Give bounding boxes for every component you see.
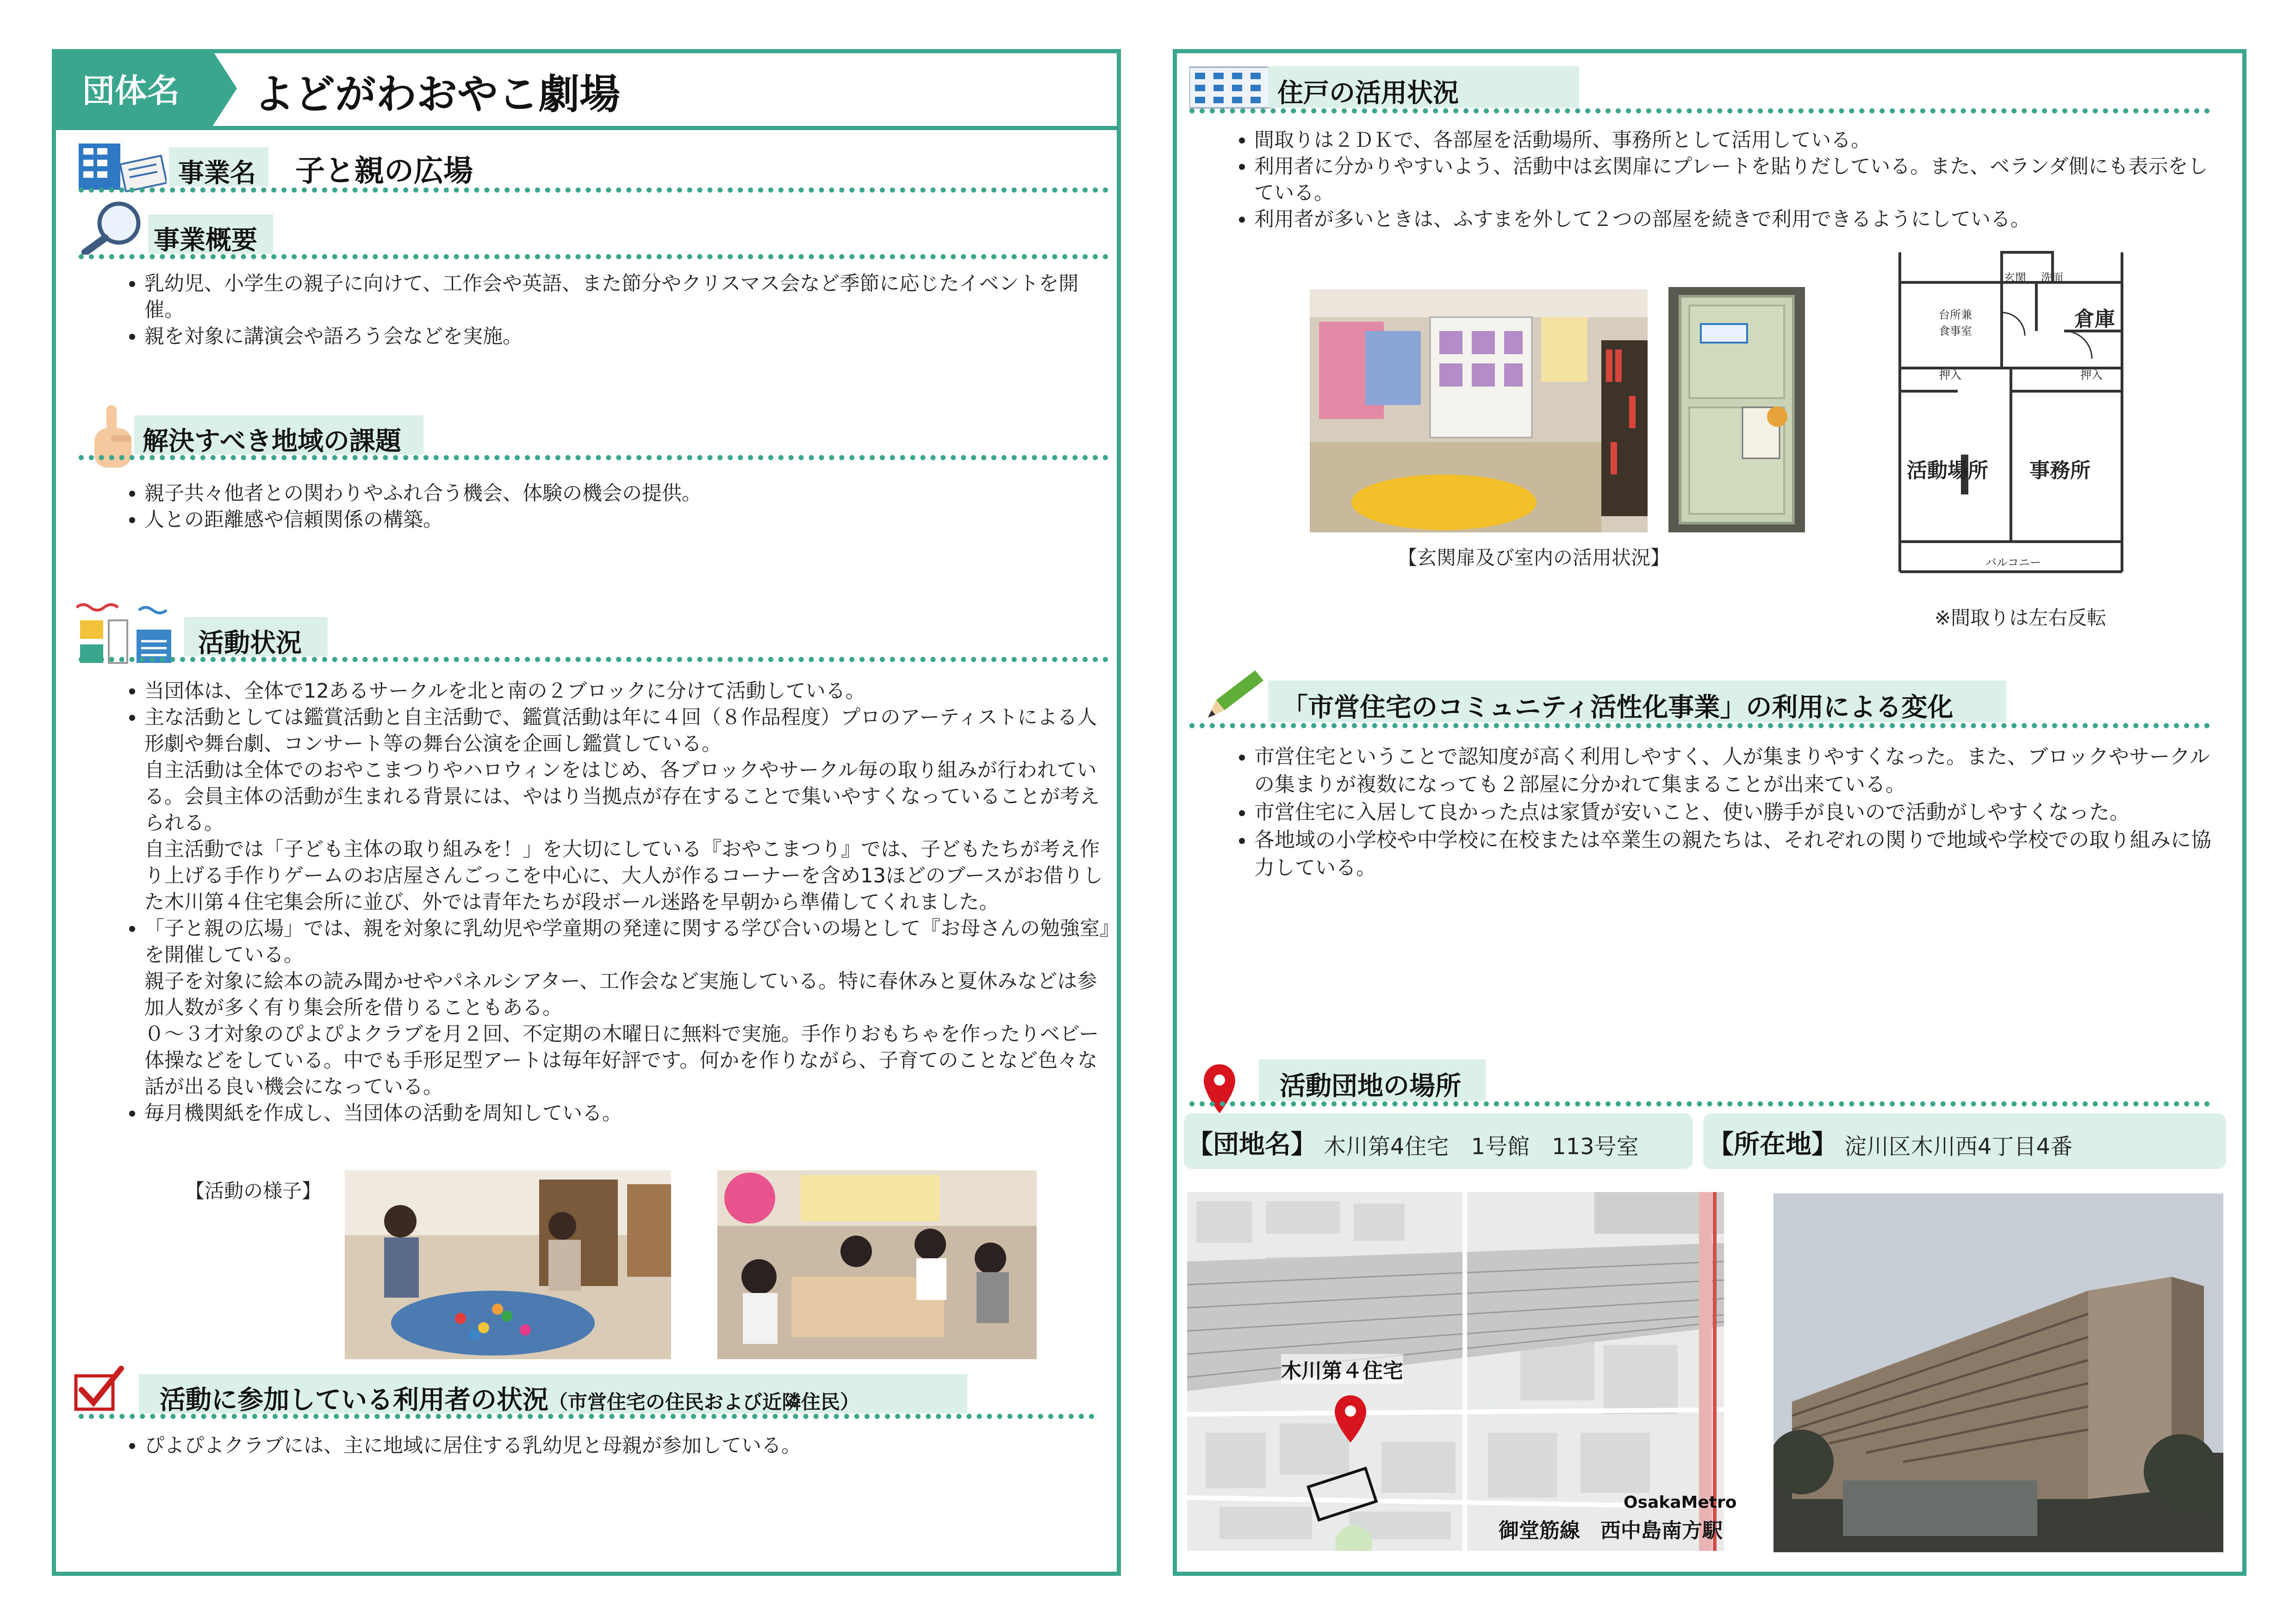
map-label-station-operator: OsakaMetro (1624, 1493, 1737, 1512)
activity-heading: 活動状況 (198, 628, 302, 658)
building-icon (79, 141, 167, 192)
plan-label-room1: 活動場所 (1907, 459, 1988, 482)
list-item: • 利用者に分かりやすいよう、活動中は玄関扉にプレートを貼りだしている。また、ベランダ側にも表示をしている。 (1254, 154, 2221, 206)
overview-divider (79, 254, 1108, 259)
floor-plan-note: ※間取りは左右反転 (1935, 606, 2107, 629)
map-pin-marker (1332, 1393, 1369, 1444)
list-item: • 利用者が多いときは、ふすまを外して２つの部屋を続きで利用できるようにしている。 (1254, 206, 2221, 233)
issues-heading: 解決すべき地域の課題 (143, 426, 401, 456)
change-list (1226, 743, 2221, 882)
activity-photo-1 (345, 1170, 671, 1359)
list-item: • 毎月機関紙を作成し、当団体の活動を周知している。 (144, 1100, 1116, 1127)
address-label: 【所在地】 (1708, 1130, 1837, 1160)
plan-label-oshiire-2: 押入 (2080, 369, 2103, 381)
entrance-door-photo (1668, 287, 1805, 532)
danchi-name-value: 木川第4住宅 1号館 113号室 (1324, 1134, 1639, 1160)
pointing-hand-icon (89, 403, 135, 472)
users-list (116, 1433, 1116, 1459)
plan-label-balcony: バルコニー (1985, 556, 2041, 569)
activity-paragraph: • 「子と親の広場」では、親を対象に乳幼児や学童期の発達に関する学び合いの場として『お母さんの勉強室』を開催している。 (144, 917, 1110, 967)
org-name: よどがわおやこ劇場 (254, 70, 621, 118)
list-item: • 親を対象に講演会や語ろう会などを実施。 (144, 324, 1116, 350)
users-heading-main: 活動に参加している利用者の状況 (160, 1385, 548, 1415)
pencil-icon (1203, 667, 1268, 722)
list-item (144, 705, 1116, 916)
activity-paragraph: 親子を対象に絵本の読み聞かせやパネルシアター、工作会など実施している。特に春休みと夏休みなどは参加人数が多く有り集会所を借りることもある。 (144, 970, 1097, 1019)
list-item: • 当団体は、全体で12あるサークルを北と南の２ブロックに分けて活動している。 (144, 678, 1116, 705)
list-item: • ぴよぴよクラブには、主に地域に居住する乳幼児と母親が参加している。 (144, 1433, 1116, 1459)
map-label-station: 御堂筋線 西中島南方駅 (1499, 1519, 1723, 1543)
org-label: 団体名 (82, 72, 180, 110)
map-label-danchi: 木川第４住宅 (1281, 1354, 1403, 1384)
list-item: • 間取りは２ＤＫで、各部屋を活動場所、事務所として活用している。 (1254, 127, 2221, 154)
plan-label-room2: 事務所 (2029, 459, 2091, 482)
checkbox-icon (73, 1366, 124, 1412)
users-heading (160, 1380, 859, 1417)
list-item: • 人との距離感や信頼関係の構築。 (144, 507, 1116, 533)
activity-paragraph: • 主な活動としては鑑賞活動と自主活動で、鑑賞活動は年に４回（８作品程度）プロのアーティストによる人形劇や舞台劇、コンサート等の舞台公演を企画し鑑賞している。 (144, 706, 1097, 756)
list-item: • 市営住宅ということで認知度が高く利用しやすく、人が集まりやすくなった。また、ブロックやサークルの集まりが複数になっても２部屋に分かれて集まることが出来ている。 (1254, 743, 2221, 799)
housing-heading: 住戸の活用状況 (1277, 78, 1459, 108)
change-divider (1189, 723, 2210, 728)
room-interior-photo (1310, 289, 1648, 532)
change-heading: 「市営住宅のコミュニティ活性化事業」の利用による変化 (1282, 693, 1954, 723)
housing-photo-caption: 【玄関扉及び室内の活用状況】 (1398, 546, 1670, 569)
activity-photo-2 (717, 1170, 1037, 1359)
activity-divider (79, 657, 1108, 662)
plan-label-senmen: 洗面 (2041, 271, 2063, 284)
activity-paragraph: 自主活動では「子ども主体の取り組みを！」を大切にしている『おやこまつり』では、子どもたちが考え作り上げる手作りゲームのお店屋さんごっこを中心に、大人が作るコーナーを含め13ほどのブースがお借りした木川第４住宅集会所に並び、外では青年たちが段ボール迷路を早朝から準備してくれました。 (144, 838, 1103, 914)
project-label: 事業名 (178, 158, 256, 188)
project-name: 子と親の広場 (295, 154, 473, 188)
org-title-rule (52, 126, 1121, 130)
location-divider (1189, 1101, 2210, 1106)
users-heading-note: （市営住宅の住民および近隣住民） (548, 1391, 860, 1413)
plan-label-kitchen: 台所兼食事室 (1939, 308, 1972, 337)
plan-label-genkan: 玄関 (2004, 271, 2026, 284)
list-item: • 各地域の小学校や中学校に在校または卒業生の親たちは、それぞれの関りで地域や学校での取り組みに協力している。 (1254, 826, 2221, 882)
overview-heading: 事業概要 (154, 225, 257, 256)
users-divider (79, 1414, 1095, 1419)
building-photo (1773, 1193, 2223, 1552)
activity-list (116, 678, 1116, 1127)
plan-label-souko: 倉庫 (2074, 307, 2115, 331)
danchi-name-label: 【団地名】 (1187, 1130, 1317, 1160)
list-item: • 乳幼児、小学生の親子に向けて、工作会や英語、また節分やクリスマス会など季節に応じたイベントを開催。 (144, 271, 1116, 324)
housing-divider (1189, 108, 2210, 113)
map-pin-icon (1201, 1062, 1238, 1116)
overview-list (116, 271, 1116, 350)
list-item: • 市営住宅に入居して良かった点は家賃が安いこと、使い勝手が良いので活動がしやすくなった。 (1254, 799, 2221, 826)
location-heading: 活動団地の場所 (1280, 1071, 1461, 1101)
floor-plan (1888, 248, 2140, 590)
activity-photo-caption: 【活動の様子】 (185, 1180, 322, 1202)
list-item (144, 916, 1116, 1100)
magnifier-icon (80, 199, 149, 255)
activity-paragraph: 自主活動は全体でのおやこまつりやハロウィンをはじめ、各ブロックやサークル毎の取り組みが行われている。会員主体の活動が生まれる背景には、やはり当拠点が存在することで集いやすくなっていることが考えられる。 (144, 759, 1100, 835)
housing-list (1226, 127, 2221, 233)
address-value: 淀川区木川西4丁目4番 (1844, 1134, 2073, 1160)
issues-divider (79, 455, 1108, 460)
activity-paragraph: ０～３才対象のぴよぴよクラブを月２回、不定期の木曜日に無料で実施。手作りおもちゃを作ったりベビー体操などをしている。中でも手形足型アートは毎年好評です。何かを作りながら、子育てのことなど色々な話が出る良い機会になっている。 (144, 1023, 1099, 1099)
plan-label-oshiire-1: 押入 (1939, 369, 1961, 381)
apartment-icon (1189, 62, 1273, 109)
issues-list (116, 481, 1116, 533)
list-item: • 親子共々他者との関わりやふれ合う機会、体験の機会の提供。 (144, 481, 1116, 507)
project-divider (79, 187, 1108, 193)
